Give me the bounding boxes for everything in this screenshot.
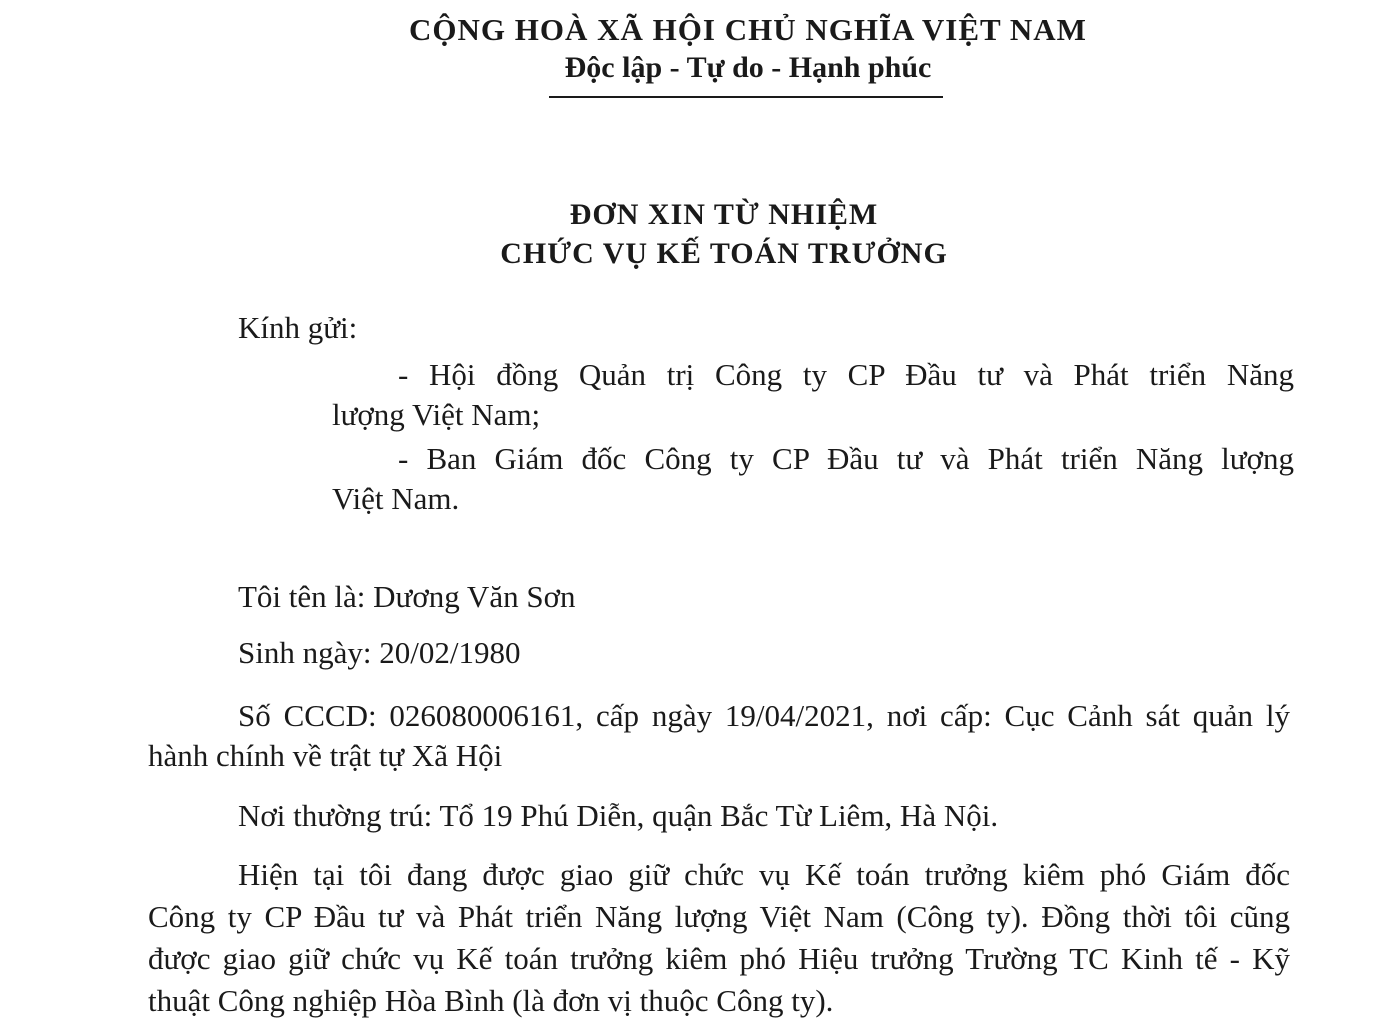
national-header: CỘNG HOÀ XÃ HỘI CHỦ NGHĨA VIỆT NAM: [409, 12, 1087, 47]
recipient-2-line-2: Việt Nam.: [332, 481, 460, 516]
motto: Độc lập - Tự do - Hạnh phúc: [564, 51, 932, 84]
residence-line: Nơi thường trú: Tổ 19 Phú Diễn, quận Bắc Từ Liêm, Hà Nội.: [238, 798, 999, 833]
id-line-2: hành chính về trật tự Xã Hội: [148, 738, 503, 773]
document-subtitle: CHỨC VỤ KẾ TOÁN TRƯỞNG: [500, 237, 948, 270]
name-line: Tôi tên là: Dương Văn Sơn: [238, 579, 576, 614]
recipient-1-line-2: lượng Việt Nam;: [332, 397, 541, 432]
body-line-1: Hiện tại tôi đang được giao giữ chức vụ Kế toán trưởng kiêm phó Giám đốc: [238, 857, 1290, 892]
id-line-1: Số CCCD: 026080006161, cấp ngày 19/04/2021, nơi cấp: Cục Cảnh sát quản lý: [238, 698, 1290, 733]
document-title: ĐƠN XIN TỪ NHIỆM: [569, 198, 879, 231]
recipient-1-line-1: - Hội đồng Quản trị Công ty CP Đầu tư và Phát triển Năng: [398, 357, 1294, 392]
recipient-2-line-1: - Ban Giám đốc Công ty CP Đầu tư và Phát triển Năng lượng: [398, 441, 1294, 476]
motto-underline: [549, 96, 943, 98]
birth-date-line: Sinh ngày: 20/02/1980: [238, 635, 521, 670]
body-line-4: thuật Công nghiệp Hòa Bình (là đơn vị thuộc Công ty).: [148, 983, 834, 1018]
body-line-3: được giao giữ chức vụ Kế toán trưởng kiêm phó Hiệu trưởng Trường TC Kinh tế - Kỹ: [148, 941, 1290, 976]
body-line-2: Công ty CP Đầu tư và Phát triển Năng lượng Việt Nam (Công ty). Đồng thời tôi cũng: [148, 899, 1290, 934]
greeting: Kính gửi:: [238, 310, 358, 345]
